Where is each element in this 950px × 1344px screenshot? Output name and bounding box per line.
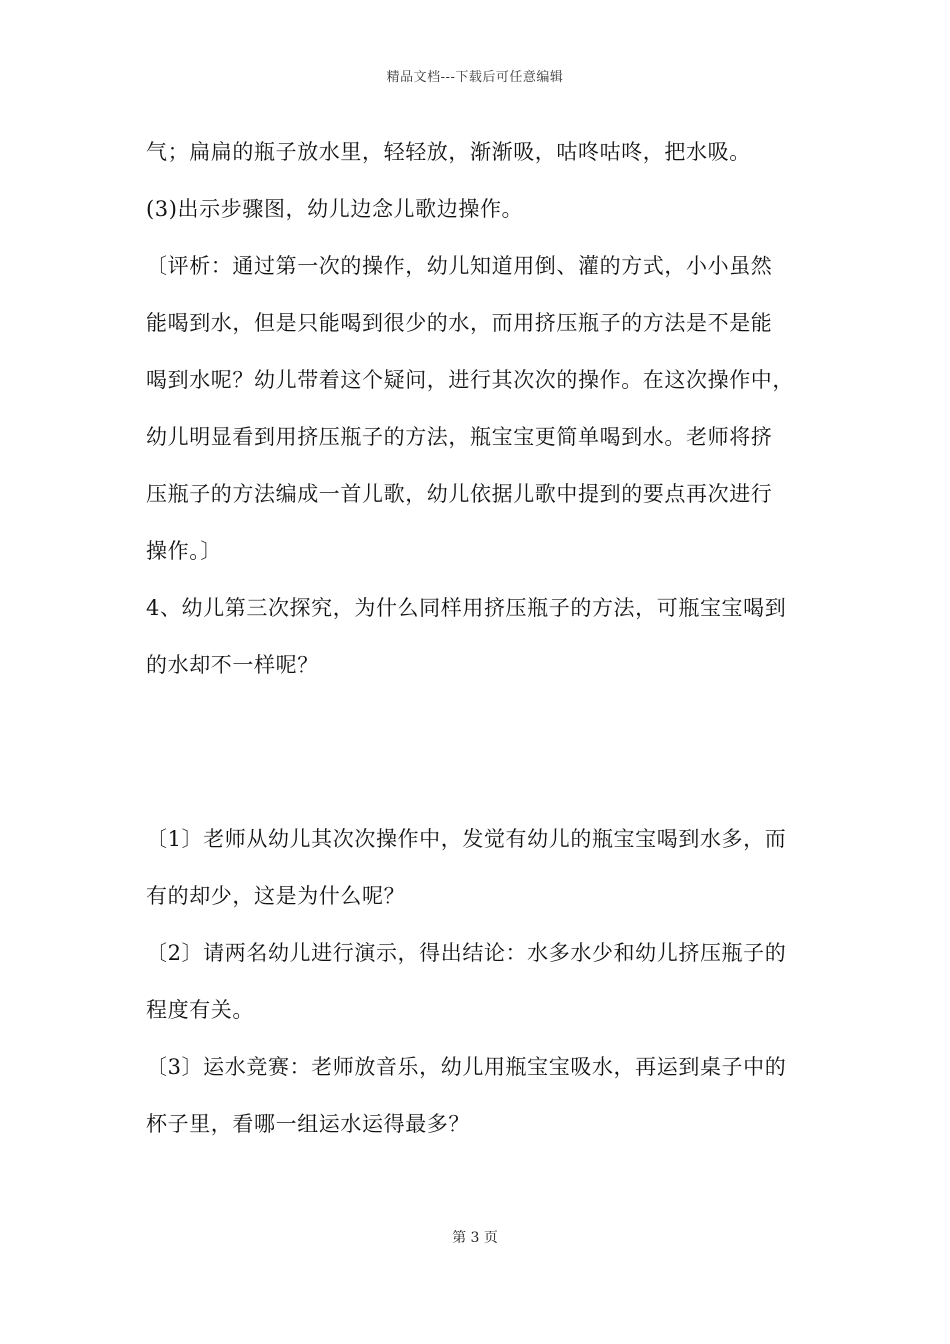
body-line: 压瓶子的方法编成一首儿歌，幼儿依据儿歌中提到的要点再次进行 [146,482,773,506]
body-line: 幼儿明显看到用挤压瓶子的方法，瓶宝宝更简单喝到水。老师将挤 [146,425,773,449]
body-line: 有的却少，这是为什么呢？ [146,884,406,908]
body-line: 气；扁扁的瓶子放水里，轻轻放，渐渐吸，咕咚咕咚，把水吸。 [146,140,751,164]
page-header: 精品文档---下载后可任意编辑 [386,70,564,85]
body-line: 〔1〕老师从幼儿其次次操作中，发觉有幼儿的瓶宝宝喝到水多，而 [146,827,787,851]
body-line: 杯子里，看哪一组运水运得最多？ [146,1112,470,1136]
body-line: 〔2〕请两名幼儿进行演示，得出结论：水多水少和幼儿挤压瓶子的 [146,941,787,965]
body-line: 程度有关。 [146,998,254,1022]
body-line: 操作。〕 [146,539,222,563]
body-line: 的水却不一样呢？ [146,653,319,677]
body-line: (3)出示步骤图，幼儿边念儿歌边操作。 [146,197,524,221]
body-line: 4、幼儿第三次探究，为什么同样用挤压瓶子的方法，可瓶宝宝喝到 [146,596,787,620]
body-line: 〔评析：通过第一次的操作，幼儿知道用倒、灌的方式，小小虽然 [146,254,773,278]
body-line: 能喝到水，但是只能喝到很少的水，而用挤压瓶子的方法是不是能 [146,311,773,335]
body-line: 〔3〕运水竞赛：老师放音乐，幼儿用瓶宝宝吸水，再运到桌子中的 [146,1055,787,1079]
body-line: 喝到水呢？幼儿带着这个疑问，进行其次次的操作。在这次操作中， [146,368,794,392]
page-number: 第 3 页 [452,1230,498,1246]
